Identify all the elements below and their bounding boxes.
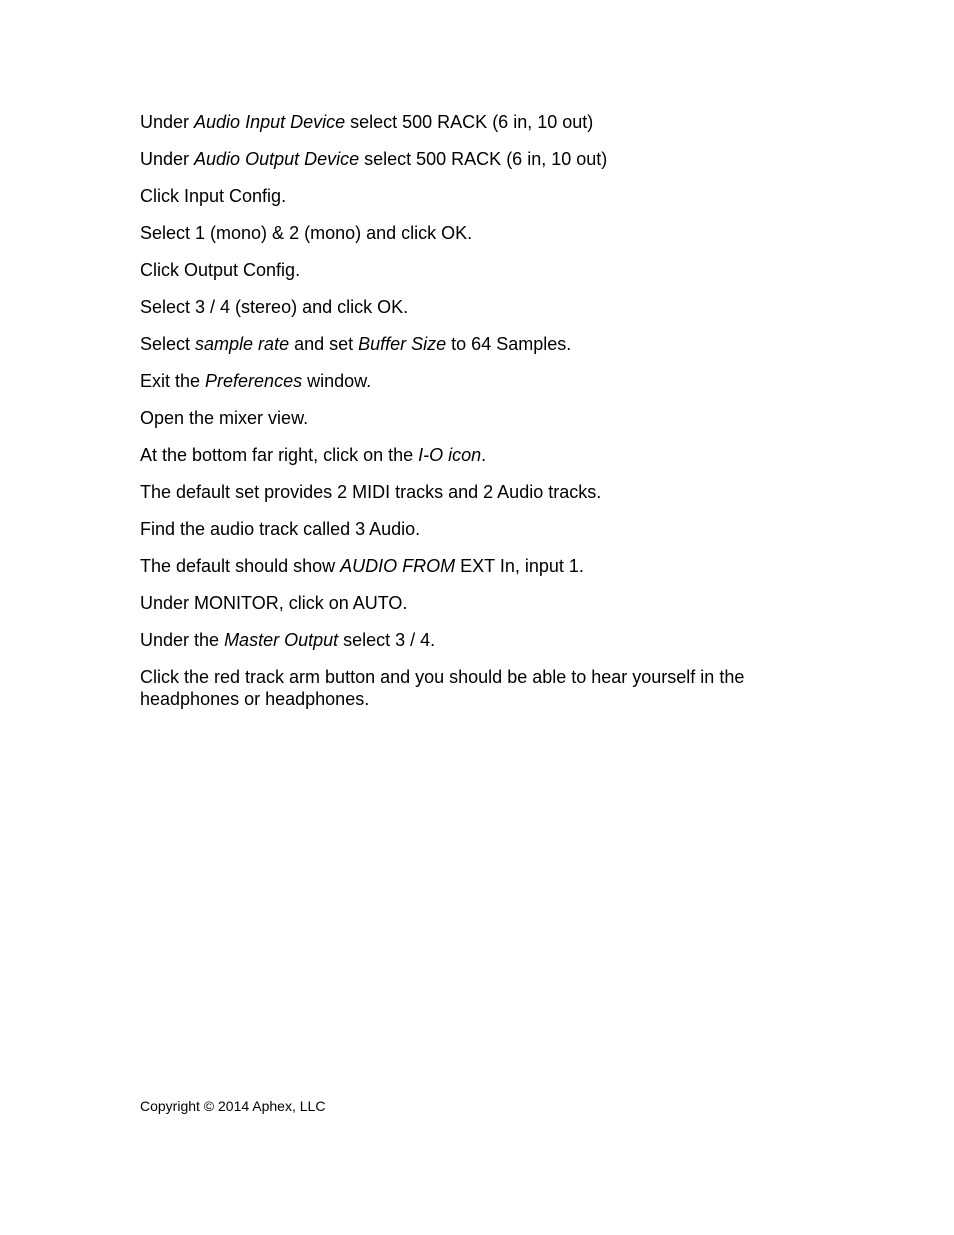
instruction-text: to 64 Samples. [446, 334, 572, 354]
instruction-line [140, 518, 800, 540]
instruction-line [140, 370, 800, 392]
emphasized-term: Master Output [224, 630, 339, 650]
copyright-footer: Copyright © 2014 Aphex, LLC [140, 1098, 326, 1114]
instruction-text: select 500 RACK (6 in, 10 out) [345, 112, 594, 132]
instruction-text: Under [140, 149, 195, 169]
instruction-text: Click Input Config. [140, 186, 287, 206]
instruction-text: The default set provides 2 MIDI tracks and 2 Audio tracks. [140, 482, 602, 502]
instruction-text: Click the red track arm button and you should be able to hear yourself in the headphones or headphones. [140, 667, 745, 709]
emphasized-term: Audio Output Device [194, 149, 360, 169]
instruction-text: EXT In, input 1. [455, 556, 584, 576]
instruction-text: The default should show [140, 556, 341, 576]
emphasized-term: I-O icon [418, 445, 482, 465]
emphasized-term: sample rate [195, 334, 290, 354]
instruction-text: window. [302, 371, 372, 391]
instruction-line [140, 259, 800, 281]
instruction-text: and set [289, 334, 359, 354]
instruction-line [140, 111, 800, 133]
emphasized-term: Preferences [205, 371, 303, 391]
emphasized-term: AUDIO FROM [340, 556, 456, 576]
instruction-list [140, 111, 800, 725]
emphasized-term: Buffer Size [358, 334, 447, 354]
emphasized-term: Audio Input Device [194, 112, 346, 132]
instruction-line [140, 555, 800, 577]
instruction-line [140, 407, 800, 429]
instruction-line [140, 592, 800, 614]
instruction-text: select 3 / 4. [338, 630, 436, 650]
instruction-text: Under [140, 112, 195, 132]
instruction-text: . [481, 445, 487, 465]
instruction-line [140, 444, 800, 466]
instruction-line [140, 481, 800, 503]
instruction-text: Open the mixer view. [140, 408, 309, 428]
instruction-text: Select [140, 334, 196, 354]
instruction-line [140, 185, 800, 207]
instruction-text: Under the [140, 630, 225, 650]
instruction-line [140, 148, 800, 170]
instruction-text: Click Output Config. [140, 260, 301, 280]
instruction-text: Under MONITOR, click on AUTO. [140, 593, 408, 613]
instruction-line [140, 629, 800, 651]
instruction-text: Find the audio track called 3 Audio. [140, 519, 421, 539]
instruction-line [140, 666, 800, 710]
instruction-line [140, 222, 800, 244]
instruction-text: Exit the [140, 371, 206, 391]
instruction-text: At the bottom far right, click on the [140, 445, 419, 465]
instruction-text: select 500 RACK (6 in, 10 out) [359, 149, 608, 169]
instruction-line [140, 296, 800, 318]
instruction-text: Select 3 / 4 (stereo) and click OK. [140, 297, 409, 317]
instruction-line [140, 333, 800, 355]
instruction-text: Select 1 (mono) & 2 (mono) and click OK. [140, 223, 473, 243]
